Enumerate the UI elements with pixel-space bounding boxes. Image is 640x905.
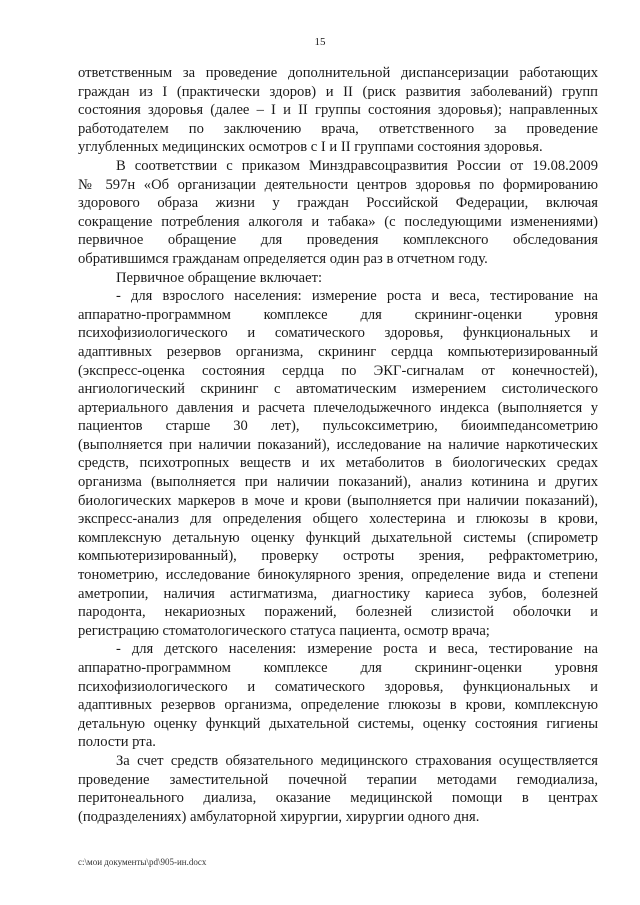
- text-line: экспресс-анализ для определения общего холестерина и глюкозы в крови,: [78, 511, 598, 528]
- page-number: 15: [314, 36, 326, 48]
- text-line: регистрацию стоматологического статуса пациента, осмотр врача;: [78, 622, 490, 639]
- text-line: ответственным за проведение дополнительной диспансеризации работающих: [78, 65, 598, 81]
- text-line: полости рта.: [78, 734, 156, 751]
- text-line: аппаратно-программном комплексе для скрининг-оценки уровня: [78, 660, 598, 676]
- text-line: обратившимся гражданам определяется один раз в отчетном году.: [78, 250, 488, 267]
- text-line: проведение заместительной почечной терапии методами гемодиализа,: [78, 771, 598, 788]
- text-line: аппаратно-программном комплексе для скрининг-оценки уровня: [78, 306, 598, 323]
- document-body: [78, 64, 598, 826]
- text-line: пациентов старше 30 лет), пульсоксиметрию, биоимпедансометрию: [78, 418, 598, 435]
- text-line: здорового образа жизни у граждан Российской Федерации, включая: [78, 195, 598, 212]
- text-line: В соответствии с приказом Минздравсоцразвития России от 19.08.2009: [116, 157, 598, 174]
- text-line: адаптивных резервов организма, скрининг сердца компьютеризированный: [78, 343, 598, 360]
- text-line: психофизиологического и соматического здоровья, функциональных и: [78, 678, 598, 695]
- text-line: работодателем по заключению врача, ответственного за проведение: [78, 120, 598, 137]
- text-line: ангиологический скрининг с автоматическим измерением систолического: [78, 381, 598, 398]
- text-line: тонометрию, исследование бинокулярного зрения, определение вида и степени: [78, 567, 598, 584]
- text-line: биологических маркеров в моче и крови (выполняется при наличии показаний),: [78, 492, 598, 509]
- paragraph: [78, 64, 598, 157]
- text-line: детальную оценку функций дыхательной системы, оценку состояния гигиены: [78, 715, 598, 732]
- text-line: (выполняется при наличии показаний), исследование на наличие наркотических: [78, 436, 598, 453]
- text-line: (экспресс-оценка состояния сердца по ЭКГ-сигналам от конечностей),: [78, 362, 598, 379]
- paragraph: [78, 640, 598, 752]
- text-line: углубленных медицинских осмотров с I и II группами состояния здоровья.: [78, 139, 543, 156]
- footer-file-path: c:\мои документы\pd\905-ин.docx: [78, 857, 207, 867]
- text-line: - для детского населения: измерение роста и веса, тестирование на: [116, 641, 598, 658]
- text-line: адаптивных резервов организма, определение глюкозы в крови, комплексную: [78, 697, 598, 714]
- text-line: пародонта, некариозных поражений, болезней слизистой оболочки и: [78, 604, 598, 621]
- text-line: аметропии, наличия астигматизма, диагностику кариеса зубов, болезней: [78, 585, 598, 602]
- text-line: сокращение потребления алкоголя и табака» (с последующими изменениями): [78, 213, 598, 230]
- text-line: комплексную детальную оценку функций дыхательной системы (спирометр: [78, 529, 598, 546]
- text-line: первичное обращение для проведения комплексного обследования: [78, 232, 598, 249]
- text-line: средств, психотропных веществ и их метаболитов в биологических средах: [78, 455, 598, 472]
- text-line: - для взрослого населения: измерение роста и веса, тестирование на: [116, 288, 598, 305]
- text-line: За счет средств обязательного медицинского страхования осуществляется: [116, 752, 598, 769]
- text-line: (подразделениях) амбулаторной хирургии, хирургии одного дня.: [78, 808, 480, 825]
- paragraph: [78, 269, 598, 288]
- paragraph: [78, 752, 598, 826]
- text-line: организма (выполняется при наличии показаний), анализ котинина и других: [78, 474, 598, 491]
- text-line: № 597н «Об организации деятельности центров здоровья по формированию: [78, 176, 598, 193]
- text-line: психофизиологического и соматического здоровья, функциональных и: [78, 325, 598, 342]
- paragraph: [78, 287, 598, 640]
- text-line: граждан из I (практически здоров) и II (риск развития заболеваний) групп: [78, 83, 598, 100]
- text-line: Первичное обращение включает:: [116, 269, 323, 286]
- paragraph: [78, 157, 598, 269]
- text-line: артериального давления и расчета плечелодыжечного индекса (выполняется у: [78, 399, 598, 416]
- text-line: перитонеального диализа, оказание медицинской помощи в центрах: [78, 790, 598, 807]
- text-line: компьютеризированный), проверку остроты зрения, рефрактометрию,: [78, 548, 598, 565]
- text-line: состояния здоровья (далее – I и II группы состояния здоровья); направленных: [78, 102, 598, 119]
